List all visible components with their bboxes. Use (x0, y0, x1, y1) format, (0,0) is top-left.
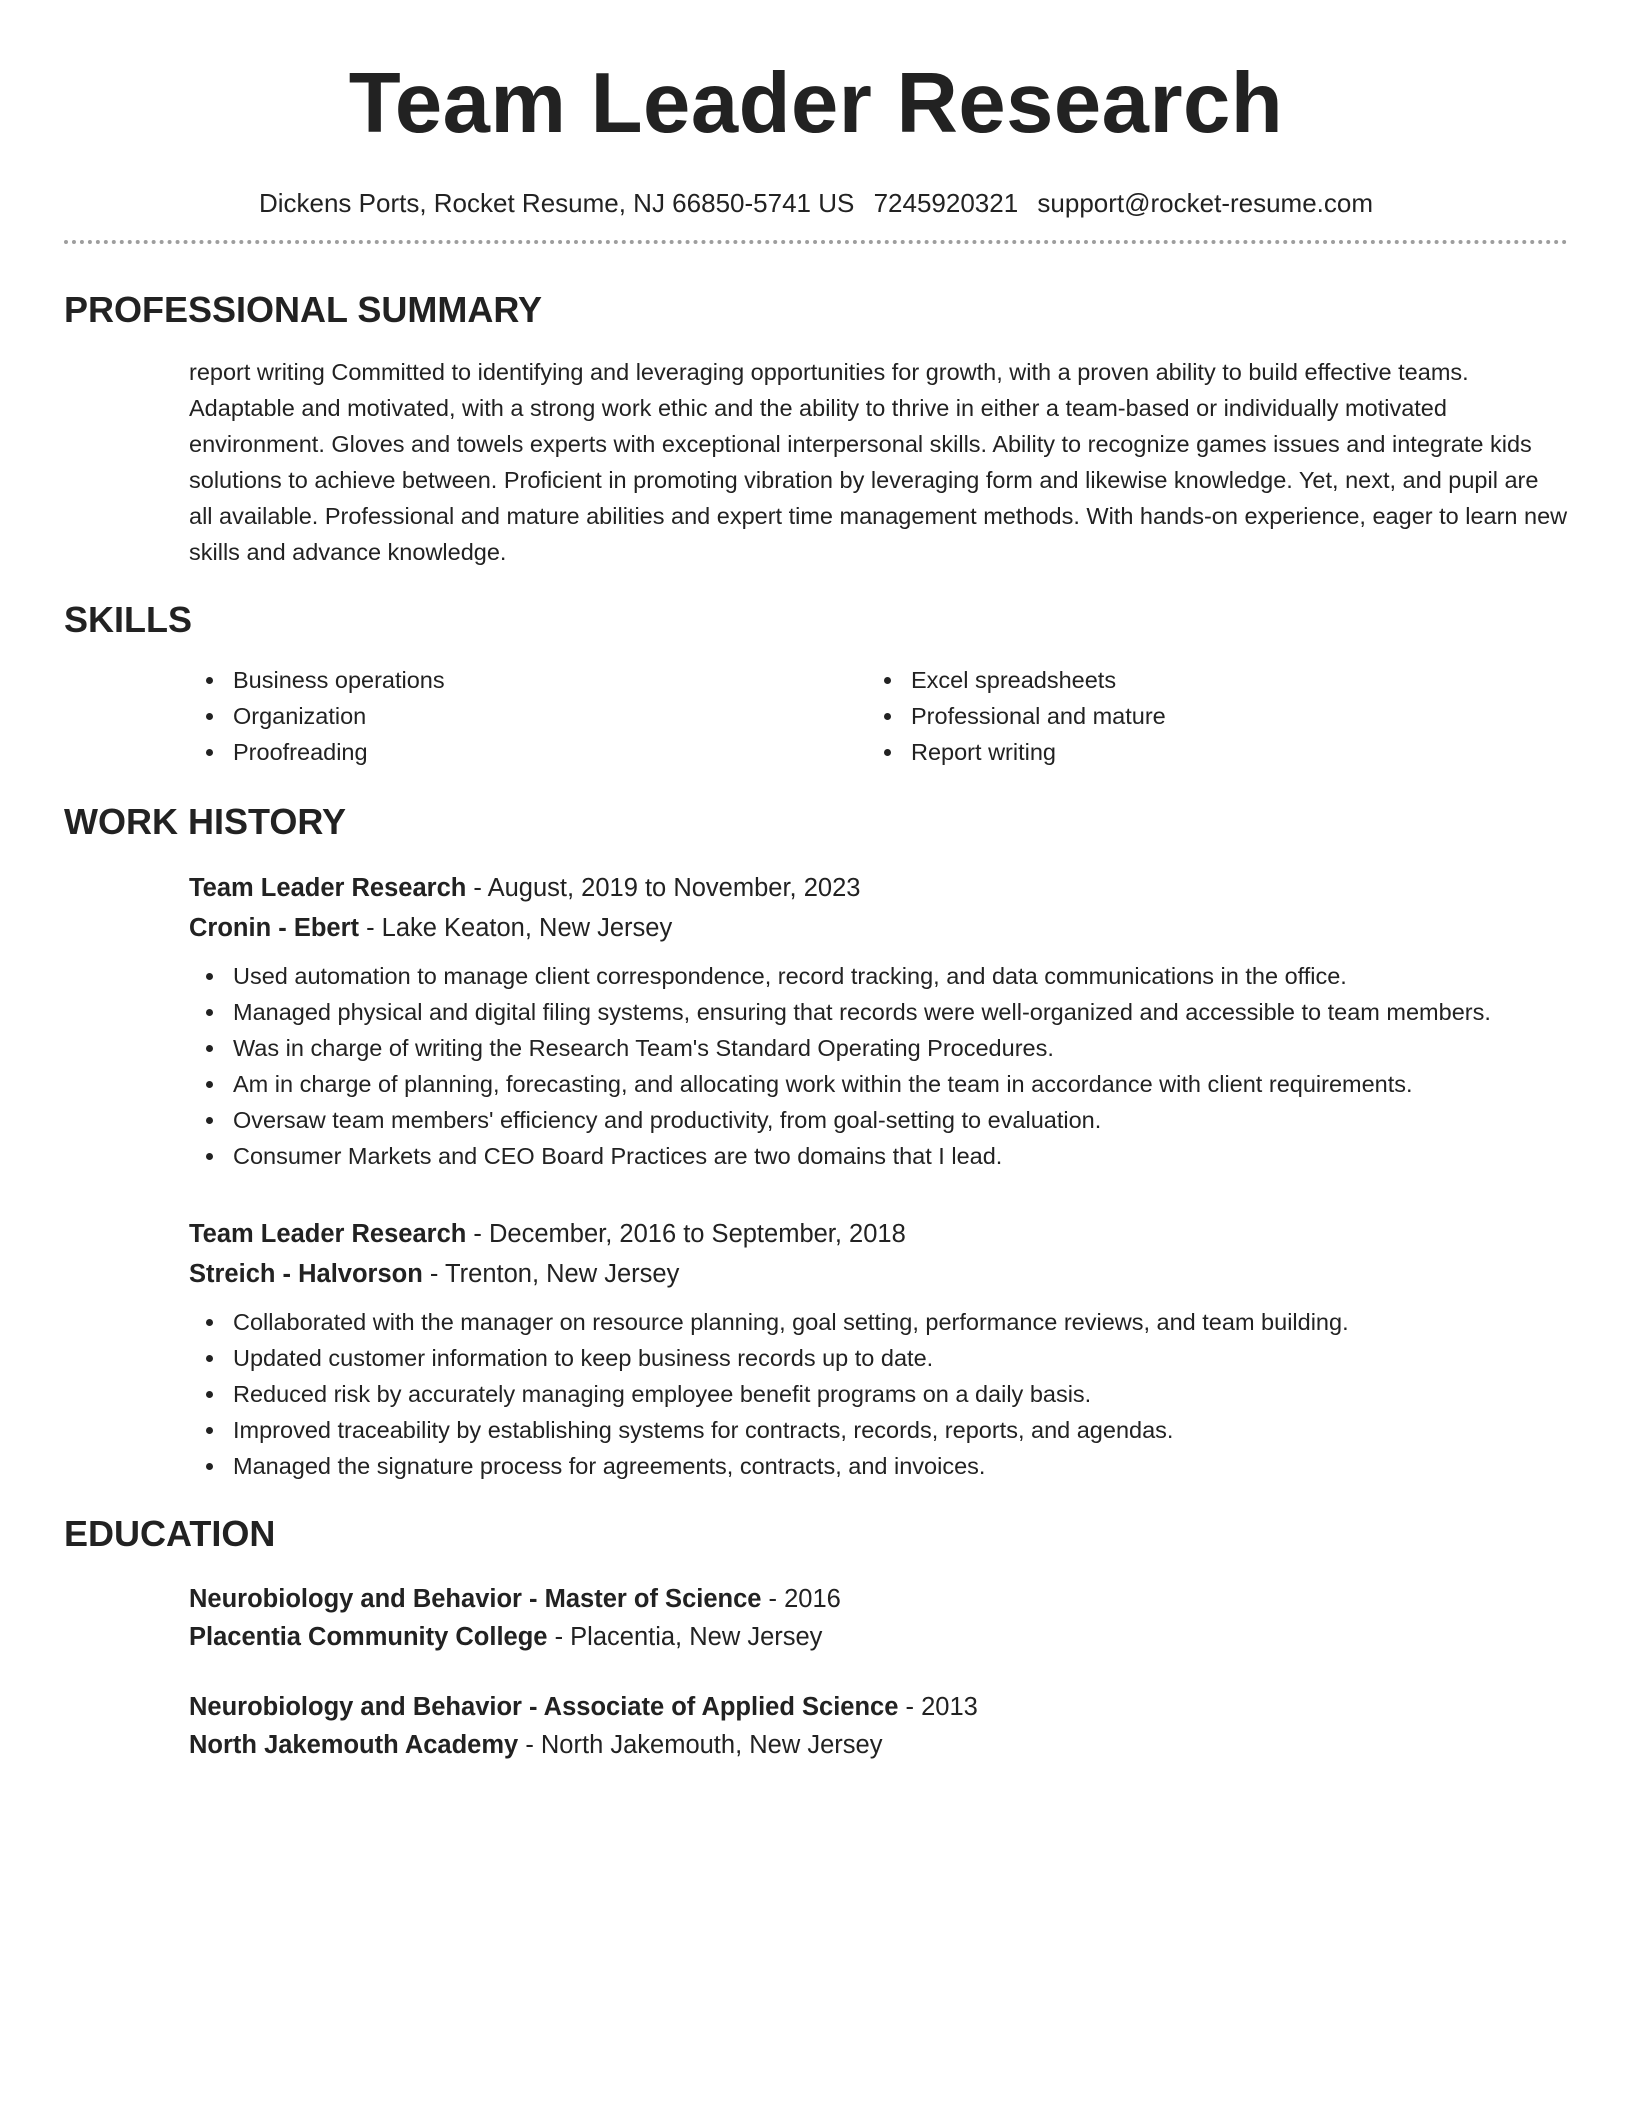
resume-name: Team Leader Research (348, 56, 1284, 151)
education-location: - Placentia, New Jersey (547, 1623, 823, 1651)
section-title-work-history: WORK HISTORY (64, 801, 347, 842)
job-bullet: Reduced risk by accurately managing employee benefit programs on a daily basis. (189, 1376, 1568, 1412)
section-title-summary: PROFESSIONAL SUMMARY (64, 289, 543, 330)
education-degree-line (189, 1580, 1568, 1618)
education-entry (189, 1688, 1568, 1764)
summary-section (64, 354, 1568, 570)
contact-address: Dickens Ports, Rocket Resume, NJ 66850-5741 US (258, 188, 855, 218)
skill-item: Business operations (189, 662, 867, 698)
job-entry (189, 1214, 1568, 1484)
job-bullet: Managed physical and digital filing systems, ensuring that records were well-organized and accessible to team members. (189, 994, 1568, 1030)
education-year: - 2013 (898, 1693, 978, 1721)
job-bullet: Consumer Markets and CEO Board Practices are two domains that I lead. (189, 1138, 1568, 1174)
skill-item: Excel spreadsheets (867, 662, 1545, 698)
job-bullet: Was in charge of writing the Research Team's Standard Operating Procedures. (189, 1030, 1568, 1066)
job-company: Cronin - Ebert (189, 914, 359, 942)
job-bullet: Oversaw team members' efficiency and productivity, from goal-setting to evaluation. (189, 1102, 1568, 1138)
skills-column-left (189, 662, 867, 770)
job-bullet: Collaborated with the manager on resource planning, goal setting, performance reviews, and team building. (189, 1304, 1568, 1340)
job-company: Streich - Halvorson (189, 1260, 423, 1288)
education-degree-line (189, 1688, 1568, 1726)
education-school: North Jakemouth Academy (189, 1731, 519, 1759)
skills-column-right (867, 662, 1545, 770)
education-year: - 2016 (761, 1585, 841, 1613)
skill-item: Report writing (867, 734, 1545, 770)
skill-item: Organization (189, 698, 867, 734)
education-school-line (189, 1618, 1568, 1656)
section-title-skills: SKILLS (64, 599, 193, 640)
job-role: Team Leader Research (189, 1220, 467, 1248)
job-bullet: Improved traceability by establishing systems for contracts, records, reports, and agendas. (189, 1412, 1568, 1448)
skill-item: Proofreading (189, 734, 867, 770)
header-divider (64, 240, 1568, 244)
education-entry (189, 1580, 1568, 1656)
summary-text: report writing Committed to identifying and leveraging opportunities for growth, with a proven ability to build effective teams. Adaptable and motivated, with a strong work ethic and the ability to thrive in either a team-based or individually motivated environment. Gloves and towels experts with exceptional interpersonal skills. Ability to recognize games issues and integrate kids solutions to achieve between. Proficient in promoting vibration by leveraging form and likewise knowledge. Yet, next, and pupil are all available. Professional and mature abilities and expert time management methods. With hands-on experience, eager to learn new skills and advance knowledge. (189, 359, 1568, 565)
job-role: Team Leader Research (189, 874, 467, 902)
skills-section (64, 662, 1568, 770)
skill-item: Professional and mature (867, 698, 1545, 734)
education-school-line (189, 1726, 1568, 1764)
education-degree: Neurobiology and Behavior - Master of Science (189, 1585, 762, 1613)
job-bullets (189, 958, 1568, 1174)
job-bullets (189, 1304, 1568, 1484)
education-section (64, 1580, 1568, 1764)
job-title-line (189, 868, 1568, 908)
job-company-line (189, 908, 1568, 948)
job-dates: - August, 2019 to November, 2023 (466, 874, 861, 902)
job-location: - Trenton, New Jersey (422, 1260, 680, 1288)
section-title-education: EDUCATION (64, 1513, 276, 1554)
job-bullet: Managed the signature process for agreements, contracts, and invoices. (189, 1448, 1568, 1484)
job-bullet: Am in charge of planning, forecasting, and allocating work within the team in accordance with client requirements. (189, 1066, 1568, 1102)
education-location: - North Jakemouth, New Jersey (518, 1731, 883, 1759)
work-history-section (64, 868, 1568, 1484)
job-dates: - December, 2016 to September, 2018 (466, 1220, 906, 1248)
education-degree: Neurobiology and Behavior - Associate of Applied Science (189, 1693, 899, 1721)
contact-line (64, 186, 1568, 220)
job-bullet: Updated customer information to keep business records up to date. (189, 1340, 1568, 1376)
contact-phone: 7245920321 (873, 188, 1019, 218)
job-location: - Lake Keaton, New Jersey (359, 914, 673, 942)
job-entry (189, 868, 1568, 1174)
skills-grid (189, 662, 1568, 770)
contact-email: support@rocket-resume.com (1037, 188, 1374, 218)
job-title-line (189, 1214, 1568, 1254)
education-school: Placentia Community College (189, 1623, 548, 1651)
job-bullet: Used automation to manage client correspondence, record tracking, and data communications in the office. (189, 958, 1568, 994)
job-company-line (189, 1254, 1568, 1294)
